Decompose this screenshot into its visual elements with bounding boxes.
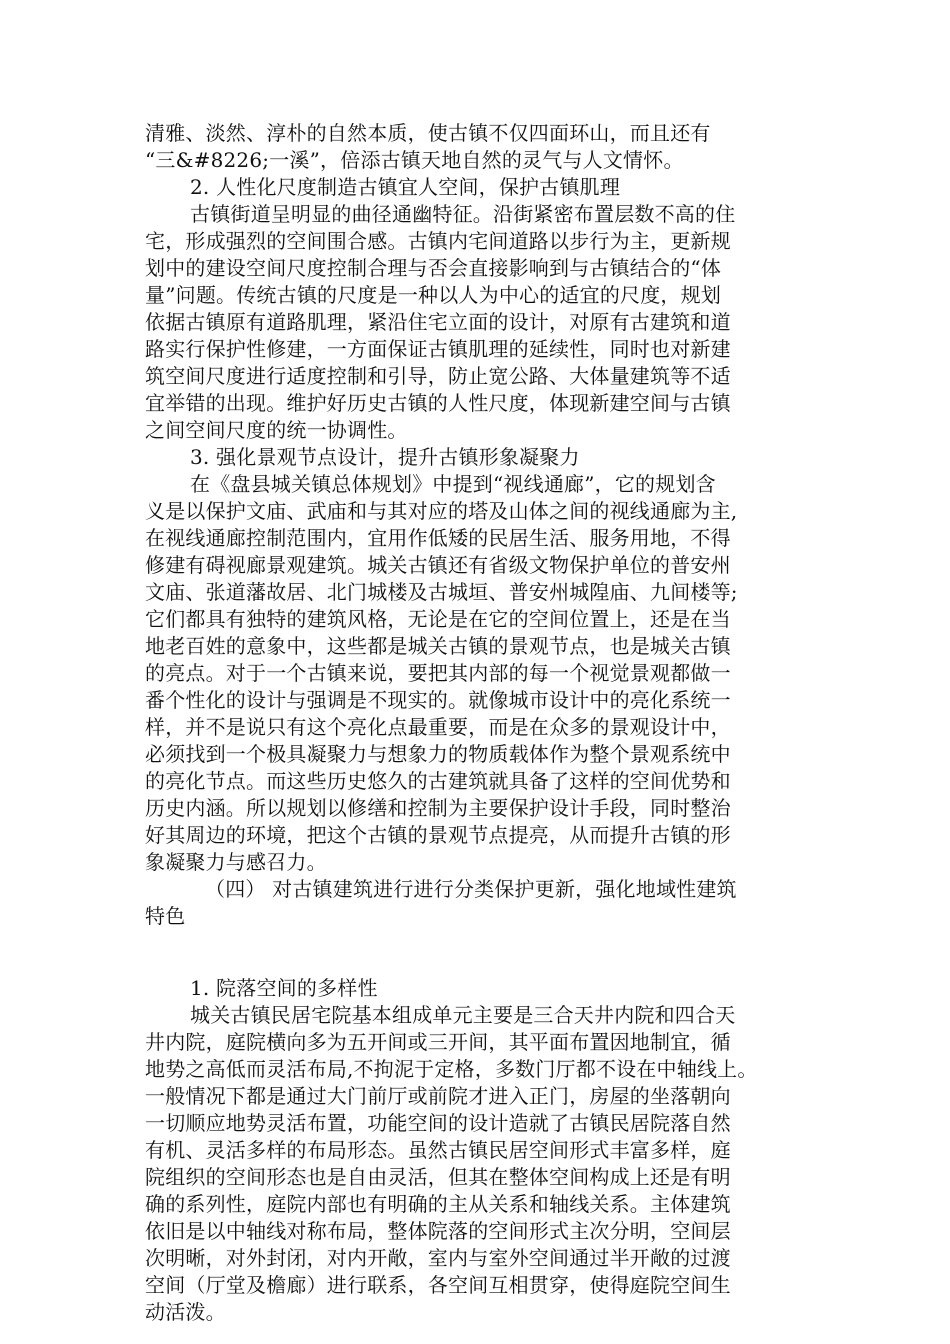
text-line: 宜举错的出现。维护好历史古镇的人性尺度，体现新建空间与古镇	[145, 391, 731, 415]
text-line: 确的系列性，庭院内部也有明确的主从关系和轴线关系。主体建筑	[145, 1192, 731, 1216]
text-line: 筑空间尺度进行适度控制和引导，防止宽公路、大体量建筑等不适	[145, 364, 731, 388]
text-line: 在《盘县城关镇总体规划》中提到“视线通廊”，它的规划含	[190, 472, 716, 496]
text-line: 一般情况下都是通过大门前厅或前院才进入正门，房屋的坐落朝向	[145, 1084, 731, 1108]
text-line: “三&#8226;一溪”，倍添古镇天地自然的灵气与人文情怀。	[145, 148, 684, 172]
text-line: 有机、灵活多样的布局形态。虽然古镇民居空间形式丰富多样，庭	[145, 1138, 731, 1162]
text-line: 文庙、张道藩故居、北门城楼及古城垣、普安州城隍庙、九间楼等;	[145, 580, 738, 604]
text-line: 井内院，庭院横向多为五开间或三开间，其平面布置因地制宜，循	[145, 1030, 731, 1054]
text-line: 义是以保护文庙、武庙和与其对应的塔及山体之间的视线通廊为主,	[145, 499, 738, 523]
text-line: 的亮化节点。而这些历史悠久的古建筑就具备了这样的空间优势和	[145, 769, 731, 793]
text-line: 好其周边的环境，把这个古镇的景观节点提亮，从而提升古镇的形	[145, 823, 731, 847]
text-line: 宅，形成强烈的空间围合感。古镇内宅间道路以步行为主，更新规	[145, 229, 731, 253]
text-line: 必须找到一个极具凝聚力与想象力的物质载体作为整个景观系统中	[145, 742, 731, 766]
text-line: 一切顺应地势灵活布置，功能空间的设计造就了古镇民居院落自然	[145, 1111, 731, 1135]
text-line: 量”问题。传统古镇的尺度是一种以人为中心的适宜的尺度，规划	[145, 283, 722, 307]
text-line: 空间（厅堂及檐廊）进行联系，各空间互相贯穿，使得庭院空间生	[145, 1273, 731, 1297]
section-heading: 3. 强化景观节点设计，提升古镇形象凝聚力	[190, 445, 580, 469]
text-line: 依据古镇原有道路肌理，紧沿住宅立面的设计，对原有古建筑和道	[145, 310, 731, 334]
text-line: 象凝聚力与感召力。	[145, 850, 327, 874]
section-heading-continuation: 特色	[145, 904, 186, 928]
text-line: 地老百姓的意象中，这些都是城关古镇的景观节点，也是城关古镇	[145, 634, 731, 658]
text-line: 地势之高低而灵活布局,不拘泥于定格，多数门厅都不设在中轴线上。	[145, 1057, 758, 1081]
text-line: 样，并不是说只有这个亮化点最重要，而是在众多的景观设计中，	[145, 715, 731, 739]
text-line: 在视线通廊控制范围内，宜用作低矮的民居生活、服务用地，不得	[145, 526, 731, 550]
text-line: 之间空间尺度的统一协调性。	[145, 418, 408, 442]
text-line: 修建有碍视廊景观建筑。城关古镇还有省级文物保护单位的普安州	[145, 553, 731, 577]
text-line: 古镇街道呈明显的曲径通幽特征。沿街紧密布置层数不高的住	[190, 202, 736, 226]
text-line: 它们都具有独特的建筑风格，无论是在它的空间位置上，还是在当	[145, 607, 731, 631]
text-line: 清雅、淡然、淳朴的自然本质，使古镇不仅四面环山，而且还有	[145, 121, 711, 145]
text-line: 动活泼。	[145, 1300, 226, 1324]
text-line: 划中的建设空间尺度控制合理与否会直接影响到与古镇结合的“体	[145, 256, 722, 280]
text-line: 路实行保护性修建，一方面保证古镇肌理的延续性，同时也对新建	[145, 337, 731, 361]
text-line: 依旧是以中轴线对称布局，整体院落的空间形式主次分明，空间层	[145, 1219, 731, 1243]
text-line: 院组织的空间形态也是自由灵活，但其在整体空间构成上还是有明	[145, 1165, 731, 1189]
text-line: 历史内涵。所以规划以修缮和控制为主要保护设计手段，同时整治	[145, 796, 731, 820]
text-line: 城关古镇民居宅院基本组成单元主要是三合天井内院和四合天	[190, 1003, 736, 1027]
text-line: 次明晰，对外封闭，对内开敞，室内与室外空间通过半开敞的过渡	[145, 1246, 731, 1270]
section-heading: 2. 人性化尺度制造古镇宜人空间，保护古镇肌理	[190, 175, 621, 199]
section-heading: 1. 院落空间的多样性	[190, 976, 378, 1000]
text-line: 的亮点。对于一个古镇来说，要把其内部的每一个视觉景观都做一	[145, 661, 731, 685]
text-line: 番个性化的设计与强调是不现实的。就像城市设计中的亮化系统一	[145, 688, 731, 712]
section-heading: （四） 对古镇建筑进行进行分类保护更新，强化地域性建筑	[205, 877, 737, 901]
